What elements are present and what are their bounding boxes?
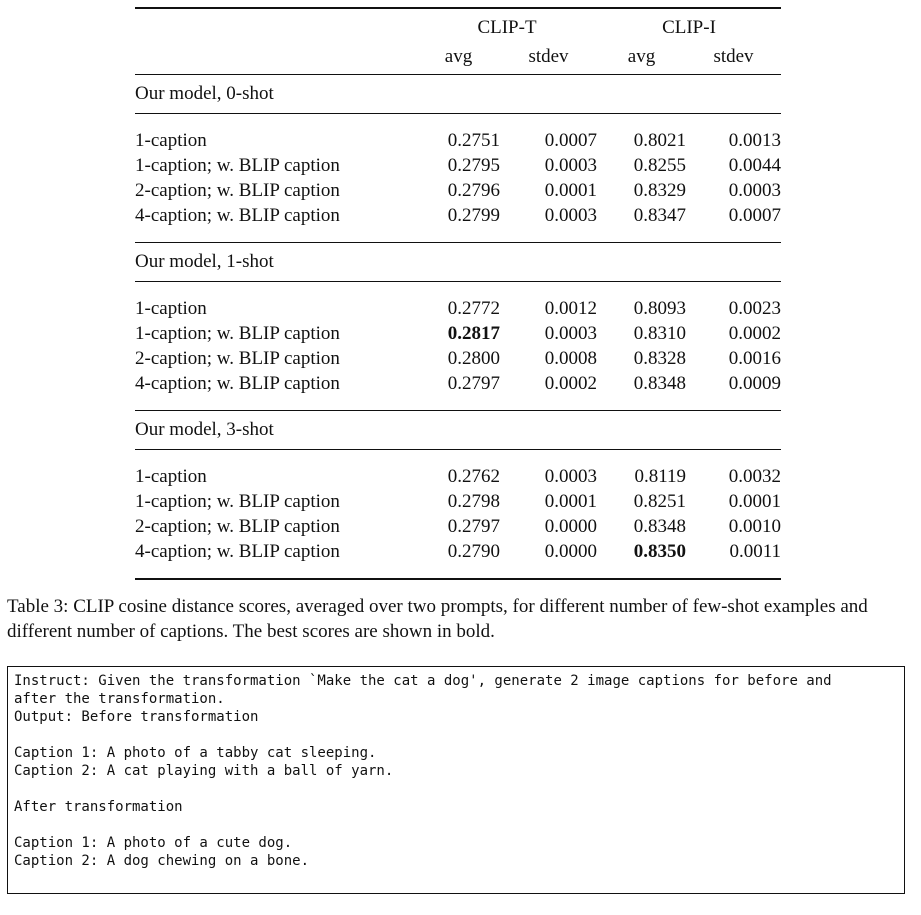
prompt-example-box: Instruct: Given the transformation `Make the cat a dog', generate 2 image captions for before and after the transformation. Output: Before transformation Caption 1: A photo of a tabby cat sleeping. Caption 2: A cat playing with a ball of yarn. After transformation Caption 1: A photo of a cute dog. Caption 2: A dog chewing on a bone. — [7, 666, 905, 894]
section-title: Our model, 3-shot — [135, 419, 274, 440]
table-cell: 0.2798 — [447, 490, 500, 512]
table-cell: 0.8021 — [633, 129, 686, 151]
row-spacer — [135, 396, 781, 411]
table-cell: 0.0007 — [728, 204, 781, 226]
sub-header-row — [135, 39, 781, 75]
table-cell: 0.2797 — [447, 372, 500, 394]
results-table — [135, 7, 781, 580]
table-row — [135, 539, 781, 564]
table-cell: 0.2797 — [447, 515, 500, 537]
table-cell: 0.2751 — [447, 129, 500, 151]
sub-header-clip-t-stdev: stdev — [528, 45, 569, 67]
table-cell: 0.0044 — [728, 154, 781, 176]
row-label: 2-caption; w. BLIP caption — [135, 515, 340, 537]
table-cell: 0.2790 — [447, 540, 500, 562]
table-row — [135, 464, 781, 489]
section-title: Our model, 0-shot — [135, 83, 274, 104]
sub-header-clip-t-avg: avg — [444, 45, 473, 67]
table-cell: 0.2772 — [447, 297, 500, 319]
table-cell: 0.8251 — [633, 490, 686, 512]
table-cell: 0.2762 — [447, 465, 500, 487]
table-cell: 0.0002 — [728, 322, 781, 344]
table-cell: 0.0003 — [544, 154, 597, 176]
table-cell: 0.2795 — [447, 154, 500, 176]
table-cell: 0.0000 — [544, 515, 597, 537]
table-cell: 0.0011 — [729, 540, 781, 562]
row-label: 1-caption; w. BLIP caption — [135, 322, 340, 344]
row-spacer — [135, 450, 781, 464]
table-cell: 0.0023 — [728, 297, 781, 319]
table-cell: 0.8350 — [633, 540, 686, 562]
table-row — [135, 321, 781, 346]
table-cell: 0.0003 — [544, 204, 597, 226]
table-cell: 0.2800 — [447, 347, 500, 369]
table-cell: 0.8348 — [633, 372, 686, 394]
row-label: 4-caption; w. BLIP caption — [135, 204, 340, 226]
section-header-row — [135, 411, 781, 450]
table-row — [135, 296, 781, 321]
table-cell: 0.0002 — [544, 372, 597, 394]
table-row — [135, 514, 781, 539]
table-cell: 0.0003 — [544, 465, 597, 487]
table-cell: 0.2796 — [447, 179, 500, 201]
table-cell: 0.8348 — [633, 515, 686, 537]
table-cell: 0.8310 — [633, 322, 686, 344]
table-cell: 0.8328 — [633, 347, 686, 369]
row-label: 4-caption; w. BLIP caption — [135, 540, 340, 562]
table-cell: 0.0007 — [544, 129, 597, 151]
table-cell: 0.0009 — [728, 372, 781, 394]
table-cell: 0.0001 — [544, 179, 597, 201]
table-row — [135, 371, 781, 396]
section-header-row — [135, 75, 781, 114]
row-spacer — [135, 114, 781, 128]
table-cell: 0.0013 — [728, 129, 781, 151]
table-cell: 0.0003 — [544, 322, 597, 344]
row-spacer — [135, 564, 781, 579]
row-spacer — [135, 282, 781, 296]
section-header-row — [135, 243, 781, 282]
table-cell: 0.8255 — [633, 154, 686, 176]
table-cell: 0.0001 — [728, 490, 781, 512]
table-cell: 0.0016 — [728, 347, 781, 369]
sub-header-clip-i-stdev: stdev — [713, 45, 754, 67]
table-cell: 0.0010 — [728, 515, 781, 537]
row-label: 1-caption — [135, 465, 207, 487]
table-row — [135, 128, 781, 153]
bottom-rule — [135, 579, 781, 580]
row-label: 1-caption; w. BLIP caption — [135, 154, 340, 176]
table-cell: 0.8093 — [633, 297, 686, 319]
table-cell: 0.8347 — [633, 204, 686, 226]
table-cell: 0.0003 — [728, 179, 781, 201]
group-header-row — [135, 9, 781, 39]
table-cell: 0.0000 — [544, 540, 597, 562]
sub-header-clip-i-avg: avg — [627, 45, 656, 67]
table-cell: 0.2799 — [447, 204, 500, 226]
table-cell: 0.0001 — [544, 490, 597, 512]
table-row — [135, 178, 781, 203]
table-cell: 0.2817 — [447, 322, 500, 344]
row-spacer — [135, 228, 781, 243]
row-label: 1-caption — [135, 297, 207, 319]
row-label: 1-caption — [135, 129, 207, 151]
table-row — [135, 489, 781, 514]
table-cell: 0.0008 — [544, 347, 597, 369]
row-label: 2-caption; w. BLIP caption — [135, 347, 340, 369]
table-caption: Table 3: CLIP cosine distance scores, averaged over two prompts, for different number of few-shot examples and different number of captions. The best scores are shown in bold. — [7, 596, 868, 642]
section-title: Our model, 1-shot — [135, 251, 274, 272]
table-row — [135, 203, 781, 228]
table-row — [135, 153, 781, 178]
table-cell: 0.0012 — [544, 297, 597, 319]
table-cell: 0.0032 — [728, 465, 781, 487]
row-label: 1-caption; w. BLIP caption — [135, 490, 340, 512]
table-row — [135, 346, 781, 371]
group-header-clip-t: CLIP-T — [477, 17, 537, 38]
row-label: 2-caption; w. BLIP caption — [135, 179, 340, 201]
group-header-clip-i: CLIP-I — [662, 17, 716, 38]
table-cell: 0.8119 — [634, 465, 686, 487]
table-cell: 0.8329 — [633, 179, 686, 201]
row-label: 4-caption; w. BLIP caption — [135, 372, 340, 394]
